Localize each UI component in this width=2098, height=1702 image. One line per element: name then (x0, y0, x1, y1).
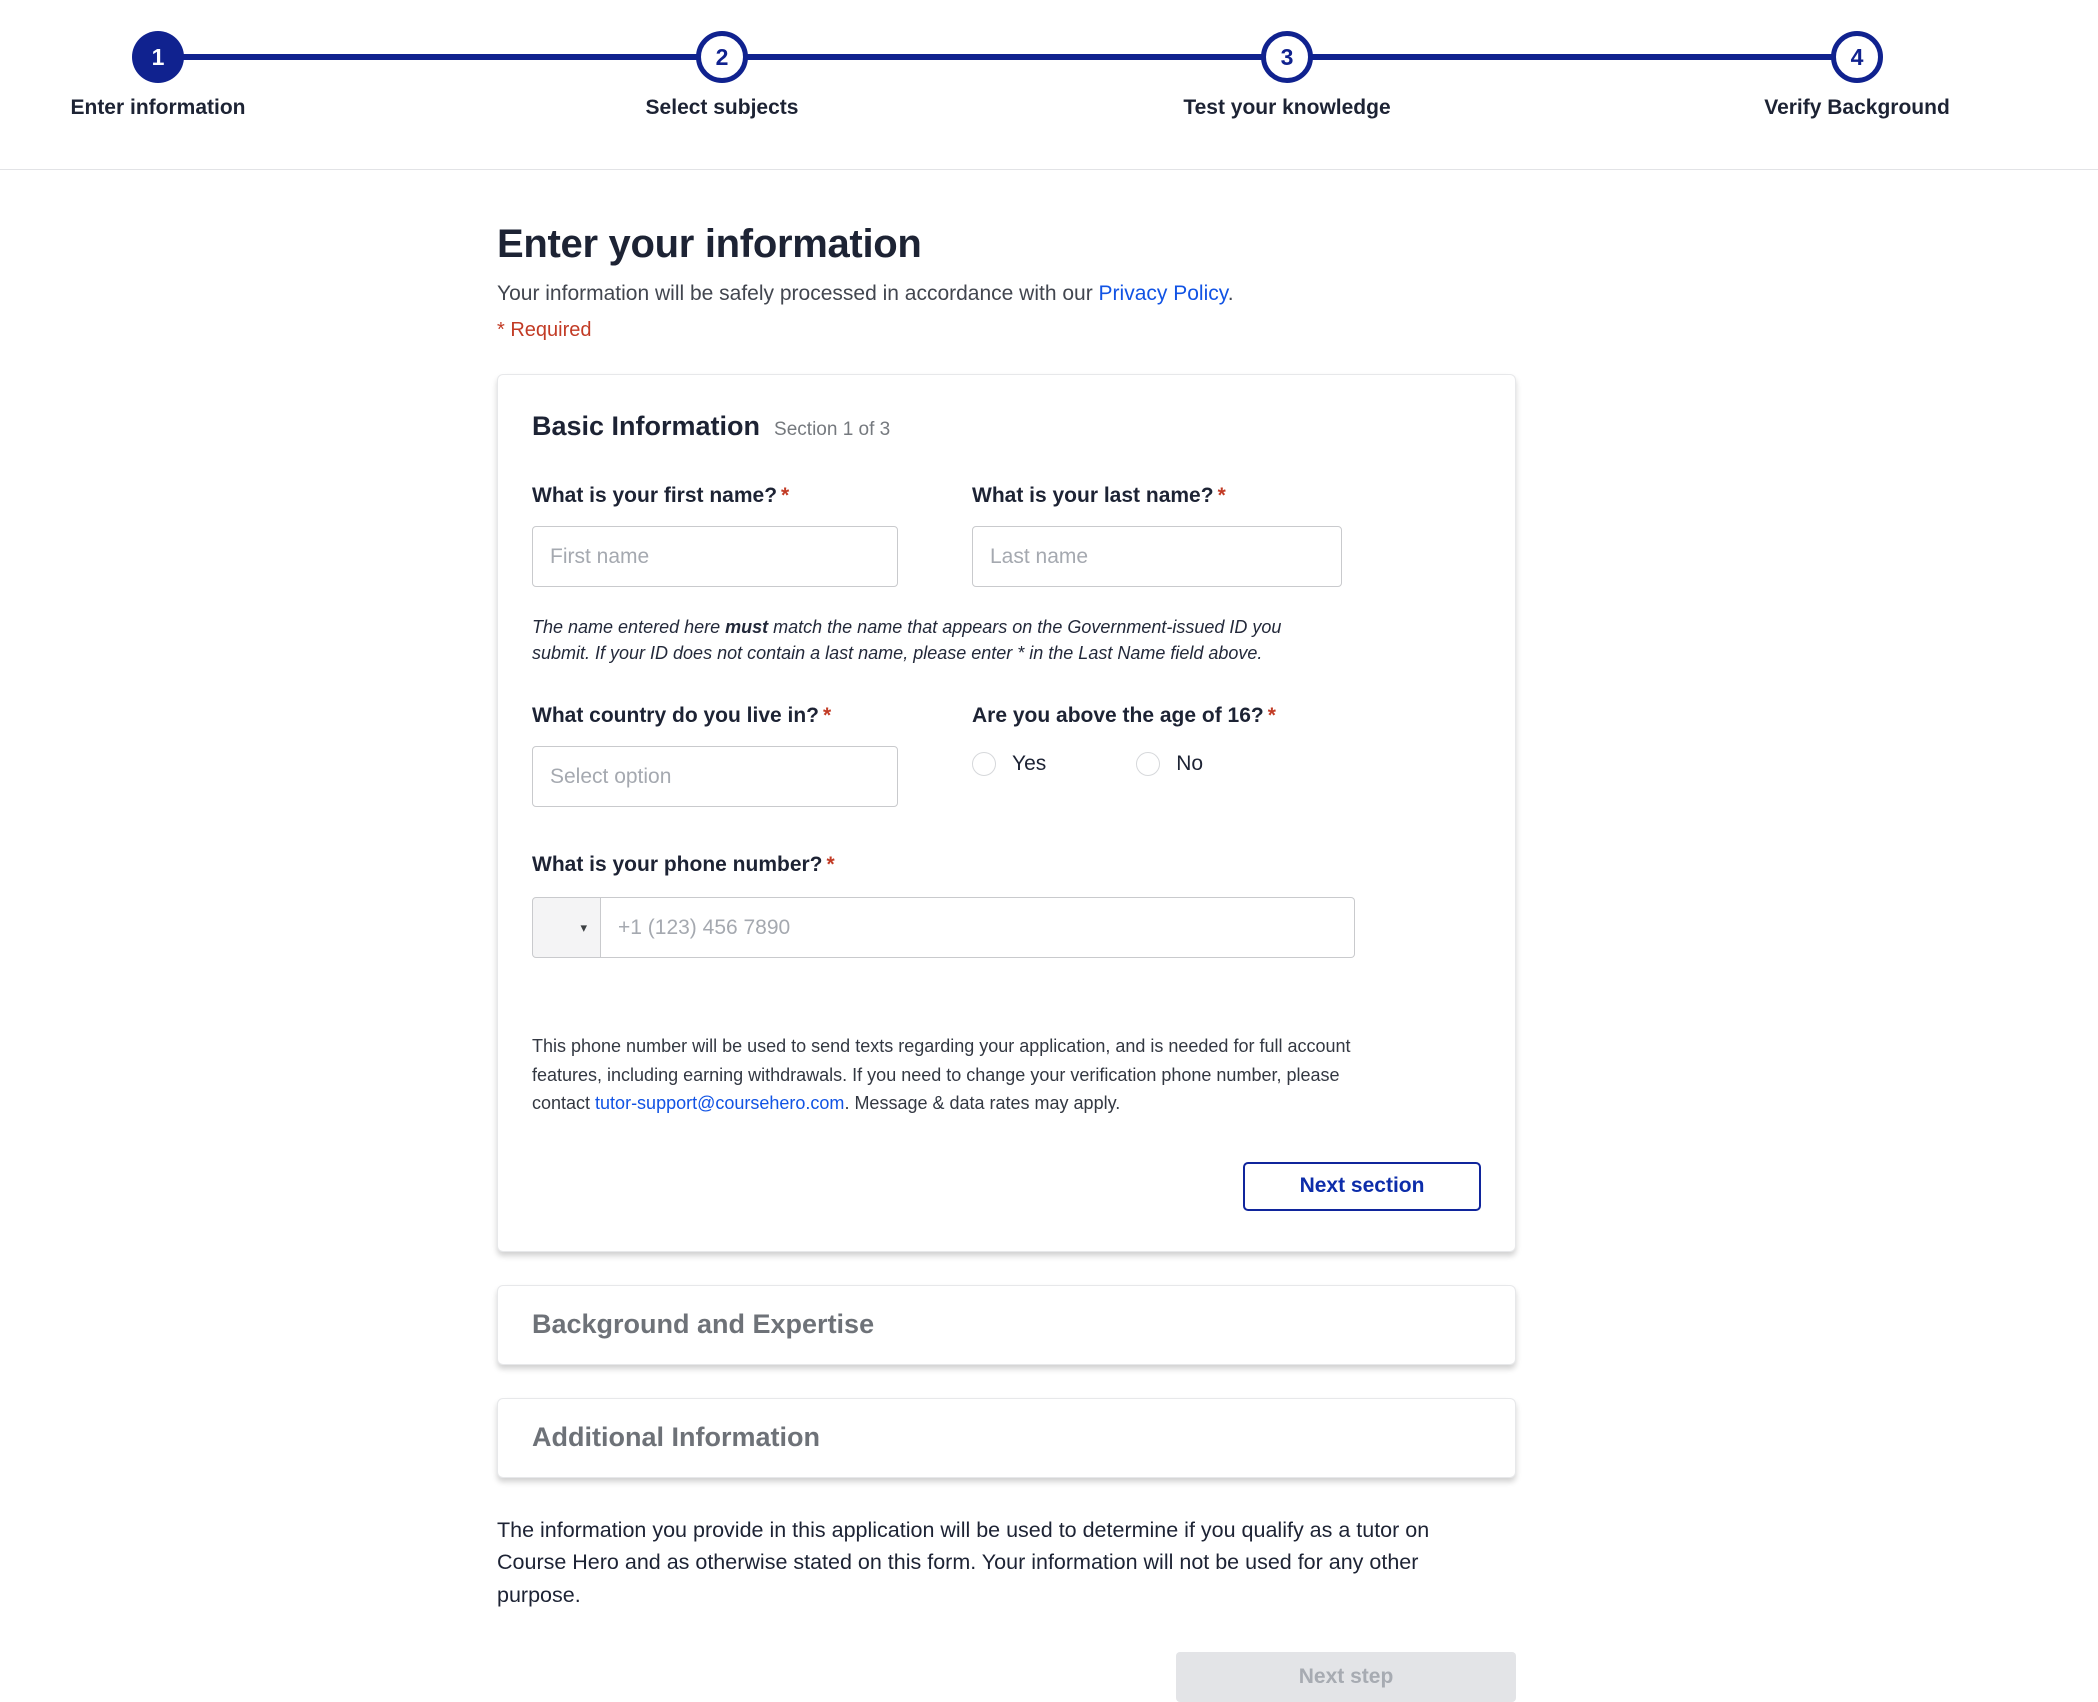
stepper-step-verify-background[interactable] (1707, 0, 2007, 120)
application-progress-stepper (0, 0, 2098, 170)
country-select[interactable] (532, 746, 898, 807)
phone-number-input[interactable] (601, 897, 1355, 958)
step-1-circle (132, 31, 184, 83)
required-asterisk: * (826, 853, 835, 877)
step-2-number: 2 (715, 43, 729, 70)
subtitle-period: . (1227, 282, 1234, 305)
country-code-dropdown[interactable] (532, 897, 601, 958)
application-form-main (0, 170, 1516, 1702)
required-asterisk: * (1267, 704, 1276, 728)
age-yes-label: Yes (1012, 752, 1047, 776)
step-2-label: Select subjects (645, 96, 799, 119)
age-question-label: Are you above the age of 16? * (972, 704, 1276, 728)
subtitle-text: Your information will be safely processed in accordance with our (497, 282, 1099, 305)
step-4-circle (1831, 31, 1883, 83)
step-4-label: Verify Background (1764, 96, 1950, 119)
radio-button-icon[interactable] (972, 752, 996, 776)
age-radio-group (972, 752, 1342, 776)
country-field-group (532, 704, 898, 807)
required-asterisk: * (1217, 484, 1226, 507)
step-3-label: Test your knowledge (1183, 96, 1391, 119)
basic-information-header (532, 411, 1481, 442)
step-3-number: 3 (1280, 43, 1294, 70)
stepper-step-enter-information[interactable] (8, 0, 308, 120)
basic-information-section (497, 374, 1516, 1252)
last-name-input[interactable] (972, 526, 1342, 587)
step-1-number: 1 (151, 43, 165, 70)
first-name-input[interactable] (532, 526, 898, 587)
age-no-label: No (1176, 752, 1204, 776)
step-1-label: Enter information (70, 96, 246, 119)
required-asterisk: * (823, 704, 832, 728)
privacy-policy-link[interactable]: Privacy Policy (1098, 282, 1228, 305)
section-progress-label: Section 1 of 3 (774, 419, 891, 440)
next-section-button[interactable]: Next section (1243, 1162, 1481, 1211)
chevron-down-icon: ▾ (580, 919, 587, 935)
stepper-step-test-your-knowledge[interactable] (1137, 0, 1437, 120)
stepper-track-line (158, 54, 1857, 60)
privacy-subtitle (497, 282, 1516, 306)
first-name-field-group (532, 484, 898, 587)
basic-information-title: Basic Information (532, 411, 761, 441)
phone-field-group (532, 853, 1481, 958)
step-2-circle (696, 31, 748, 83)
government-id-name-note: The name entered here must match the name that appears on the Government-issued ID you submit. If your ID does not contain a last name, please enter * in the Last Name field above. (532, 617, 1282, 664)
background-and-expertise-title: Background and Expertise (532, 1309, 875, 1339)
additional-information-title: Additional Information (532, 1422, 820, 1452)
required-fields-note: * Required (497, 319, 592, 341)
required-asterisk: * (781, 484, 790, 507)
step-4-number: 4 (1850, 43, 1864, 70)
background-and-expertise-section[interactable] (497, 1285, 1516, 1365)
page-title: Enter your information (497, 222, 922, 266)
next-step-button[interactable]: Next step (1176, 1652, 1516, 1702)
age-field-group (972, 704, 1342, 807)
last-name-field-group (972, 484, 1342, 587)
radio-button-icon[interactable] (1136, 752, 1160, 776)
phone-label: What is your phone number? * (532, 853, 835, 877)
age-yes-option[interactable] (972, 752, 1046, 776)
stepper-step-select-subjects[interactable] (572, 0, 872, 120)
age-no-option[interactable] (1136, 752, 1203, 776)
first-name-label: What is your first name? * (532, 484, 790, 507)
application-usage-disclaimer: The information you provide in this application will be used to determine if you qualify as a tutor on Course Hero and as otherwise stated on this form. Your information will not be used for any other purpose. (497, 1517, 1430, 1607)
tutor-support-email-link[interactable]: tutor-support@coursehero.com (595, 1093, 845, 1114)
country-label: What country do you live in? * (532, 704, 832, 728)
last-name-label: What is your last name? * (972, 484, 1226, 507)
phone-usage-note: This phone number will be used to send texts regarding your application, and is needed for full account features, including earning withdrawals. If you need to change your verification phone number, please contact tutor-support@coursehero.com. Message & data rates may apply. (532, 1036, 1351, 1114)
additional-information-section[interactable] (497, 1398, 1516, 1478)
step-3-circle (1261, 31, 1313, 83)
